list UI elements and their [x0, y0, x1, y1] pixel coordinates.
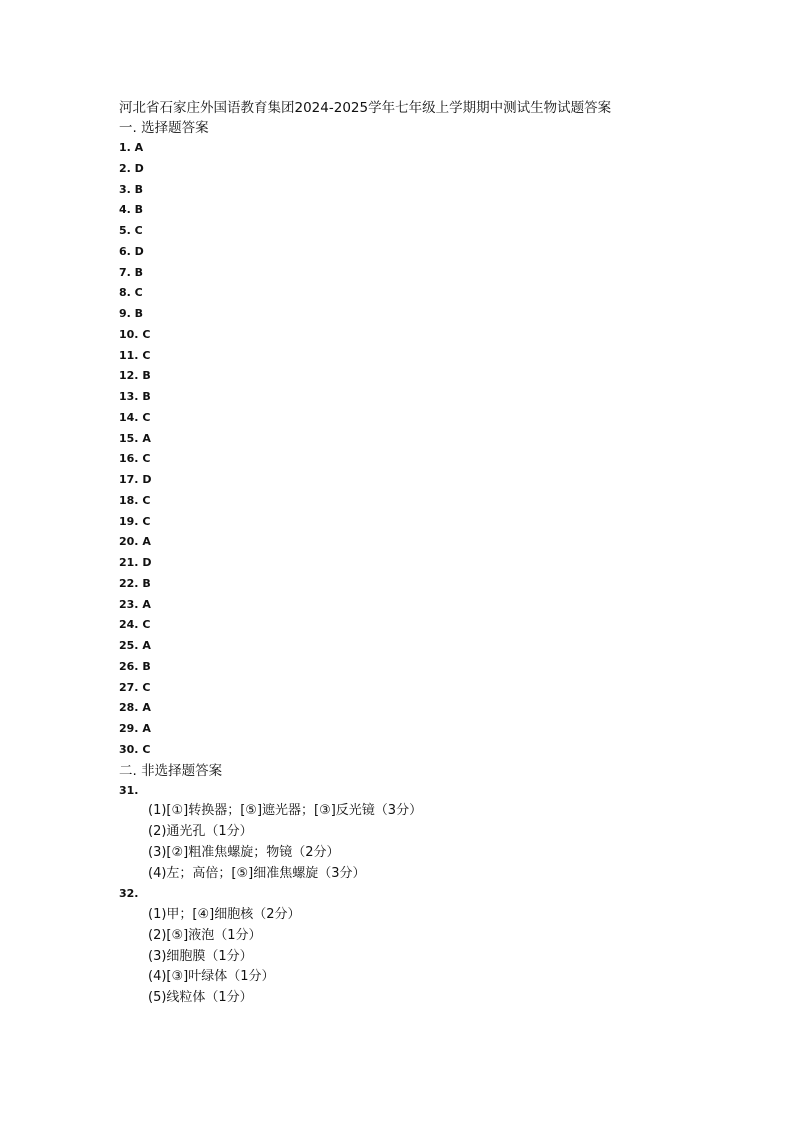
document-title: 河北省石家庄外国语教育集团2024-2025学年七年级上学期期中测试生物试题答案	[119, 100, 612, 116]
document-page	[119, 98, 739, 1009]
choice-answer: 15. A	[119, 431, 151, 445]
choice-answer: 4. B	[119, 203, 144, 217]
section-heading-choice: 一. 选择题答案	[119, 120, 209, 136]
choice-answer: 25. A	[119, 639, 151, 652]
choice-answer: 26. B	[119, 659, 151, 673]
sub-answer: (5)线粒体（1分）	[148, 990, 253, 1005]
choice-answer: 24. C	[119, 618, 151, 632]
sub-answer: (4)[③]叶绿体（1分）	[148, 969, 275, 985]
choice-answer: 22. B	[119, 576, 151, 590]
choice-answer: 6. D	[119, 244, 144, 258]
sub-answer: (1)甲；[④]细胞核（2分）	[148, 907, 301, 922]
choice-answer: 2. D	[119, 161, 144, 175]
sub-answer: (2)[⑤]液泡（1分）	[148, 927, 262, 943]
choice-answer: 11. C	[119, 348, 151, 362]
question-32	[119, 884, 739, 1009]
choice-answer: 8. C	[119, 286, 143, 300]
choice-answer: 7. B	[119, 265, 144, 279]
section-heading-nonchoice: 二. 非选择题答案	[119, 762, 223, 779]
choice-answer: 5. C	[119, 224, 143, 237]
choice-answer: 3. B	[119, 182, 144, 196]
sub-answer: (3)细胞膜（1分）	[148, 948, 253, 964]
choice-answer: 9. B	[119, 307, 144, 320]
sub-answer: (1)[①]转换器；[⑤]遮光器；[③]反光镜（3分）	[148, 803, 423, 819]
choice-answer: 10. C	[119, 327, 151, 341]
choice-answer: 17. D	[119, 473, 152, 486]
question-number: 31.	[119, 783, 139, 797]
choice-answer: 12. B	[119, 369, 151, 383]
choice-answer: 14. C	[119, 410, 151, 424]
choice-answer: 23. A	[119, 597, 151, 611]
choice-answer: 19. C	[119, 514, 151, 528]
choice-answer: 28. A	[119, 701, 151, 715]
choice-answer: 20. A	[119, 535, 151, 549]
choice-answer: 18. C	[119, 493, 151, 507]
choice-answer: 27. C	[119, 680, 151, 694]
choice-answer: 13. B	[119, 390, 151, 403]
choice-answer: 1. A	[119, 141, 144, 154]
sub-answer: (4)左；高倍；[⑤]细准焦螺旋（3分）	[148, 865, 366, 881]
choice-answer: 30. C	[119, 742, 151, 756]
choice-answer: 21. D	[119, 556, 152, 569]
sub-answer: (3)[②]粗准焦螺旋；物镜（2分）	[148, 844, 340, 860]
choice-answer: 16. C	[119, 452, 151, 466]
choice-answer: 29. A	[119, 722, 151, 735]
question-number: 32.	[119, 887, 139, 901]
question-31	[119, 781, 739, 885]
choice-answer-list	[119, 138, 739, 761]
sub-answer: (2)通光孔（1分）	[148, 824, 253, 839]
